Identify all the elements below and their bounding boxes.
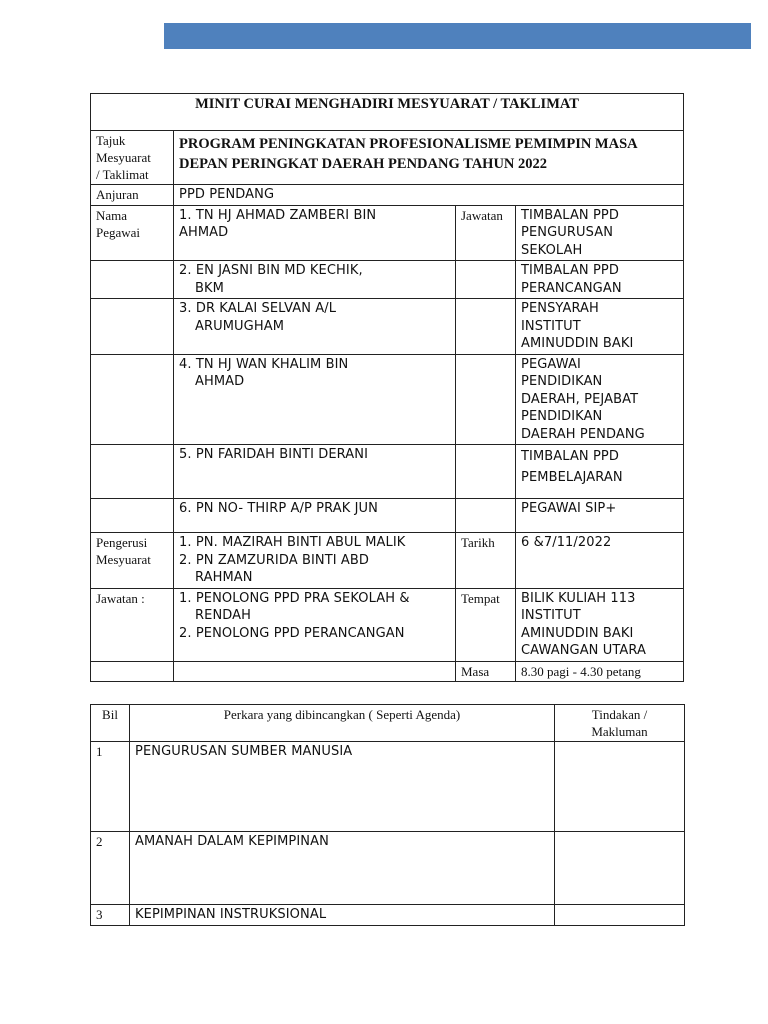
officer-name: 6. PN NO- THIRP A/P PRAK JUN [174,499,456,533]
officer-position: PENSYARAH INSTITUT AMINUDDIN BAKI [516,299,684,355]
chair-value: 1. PN. MAZIRAH BINTI ABUL MALIK 2. PN ZAMZURIDA BINTI ABD RAHMAN [174,533,456,589]
chair-label: Pengerusi Mesyuarat [91,533,174,589]
minutes-table [90,93,684,682]
officer-row [91,205,684,261]
officer-position: TIMBALAN PPD PERANCANGAN [516,261,684,299]
officer-position: TIMBALAN PPD PENGURUSAN SEKOLAH [516,205,684,261]
agenda-table [90,704,685,926]
date-value: 6 &7/11/2022 [516,533,684,589]
officer-row [91,299,684,355]
agenda-row-action [555,742,685,832]
subject-label: Tajuk Mesyuarat / Taklimat [91,131,174,185]
organizer-value: PPD PENDANG [174,185,684,206]
officer-name: 4. TN HJ WAN KHALIM BIN AHMAD [174,354,456,445]
officer-name: 1. TN HJ AHMAD ZAMBERI BIN AHMAD [174,205,456,261]
organizer-row [91,185,684,206]
subject-row [91,131,684,185]
agenda-header-item: Perkara yang dibincangkan ( Seperti Agenda) [130,705,555,742]
officer-row [91,354,684,445]
agenda-header-no: Bil [91,705,130,742]
officer-position: PEGAWAI SIP+ [516,499,684,533]
officer-row [91,261,684,299]
agenda-row-action [555,905,685,926]
officer-name: 3. DR KALAI SELVAN A/L ARUMUGHAM [174,299,456,355]
officer-label: Nama Pegawai [91,205,174,261]
officer-position: TIMBALAN PPD PEMBELAJARAN [516,445,684,499]
officer-row [91,499,684,533]
time-label: Masa [456,661,516,681]
time-value: 8.30 pagi - 4.30 petang [516,661,684,681]
time-row [91,661,684,681]
chair-row [91,533,684,589]
agenda-row-item: KEPIMPINAN INSTRUKSIONAL [130,905,555,926]
role-row [91,588,684,661]
officer-name: 2. EN JASNI BIN MD KECHIK, BKM [174,261,456,299]
agenda-row [91,832,685,905]
agenda-row-item: AMANAH DALAM KEPIMPINAN [130,832,555,905]
agenda-row-action [555,832,685,905]
agenda-row-no: 1 [91,742,130,832]
officer-name: 5. PN FARIDAH BINTI DERANI [174,445,456,499]
agenda-row-no: 3 [91,905,130,926]
role-label: Jawatan : [91,588,174,661]
agenda-header-row [91,705,685,742]
header-bar [164,23,751,49]
officer-row [91,445,684,499]
role-value: 1. PENOLONG PPD PRA SEKOLAH & RENDAH 2. PENOLONG PPD PERANCANGAN [174,588,456,661]
agenda-header-action: Tindakan / Makluman [555,705,685,742]
officer-position: PEGAWAI PENDIDIKAN DAERAH, PEJABAT PENDIDIKAN DAERAH PENDANG [516,354,684,445]
agenda-row-no: 2 [91,832,130,905]
minutes-title: MINIT CURAI MENGHADIRI MESYUARAT / TAKLIMAT [91,94,684,131]
agenda-row [91,742,685,832]
agenda-row-item: PENGURUSAN SUMBER MANUSIA [130,742,555,832]
position-label: Jawatan [456,205,516,261]
title-row [91,94,684,131]
agenda-row [91,905,685,926]
place-label: Tempat [456,588,516,661]
subject-value: PROGRAM PENINGKATAN PROFESIONALISME PEMIMPIN MASA DEPAN PERINGKAT DAERAH PENDANG TAHUN 2022 [174,131,684,185]
date-label: Tarikh [456,533,516,589]
place-value: BILIK KULIAH 113 INSTITUT AMINUDDIN BAKI CAWANGAN UTARA [516,588,684,661]
organizer-label: Anjuran [91,185,174,206]
